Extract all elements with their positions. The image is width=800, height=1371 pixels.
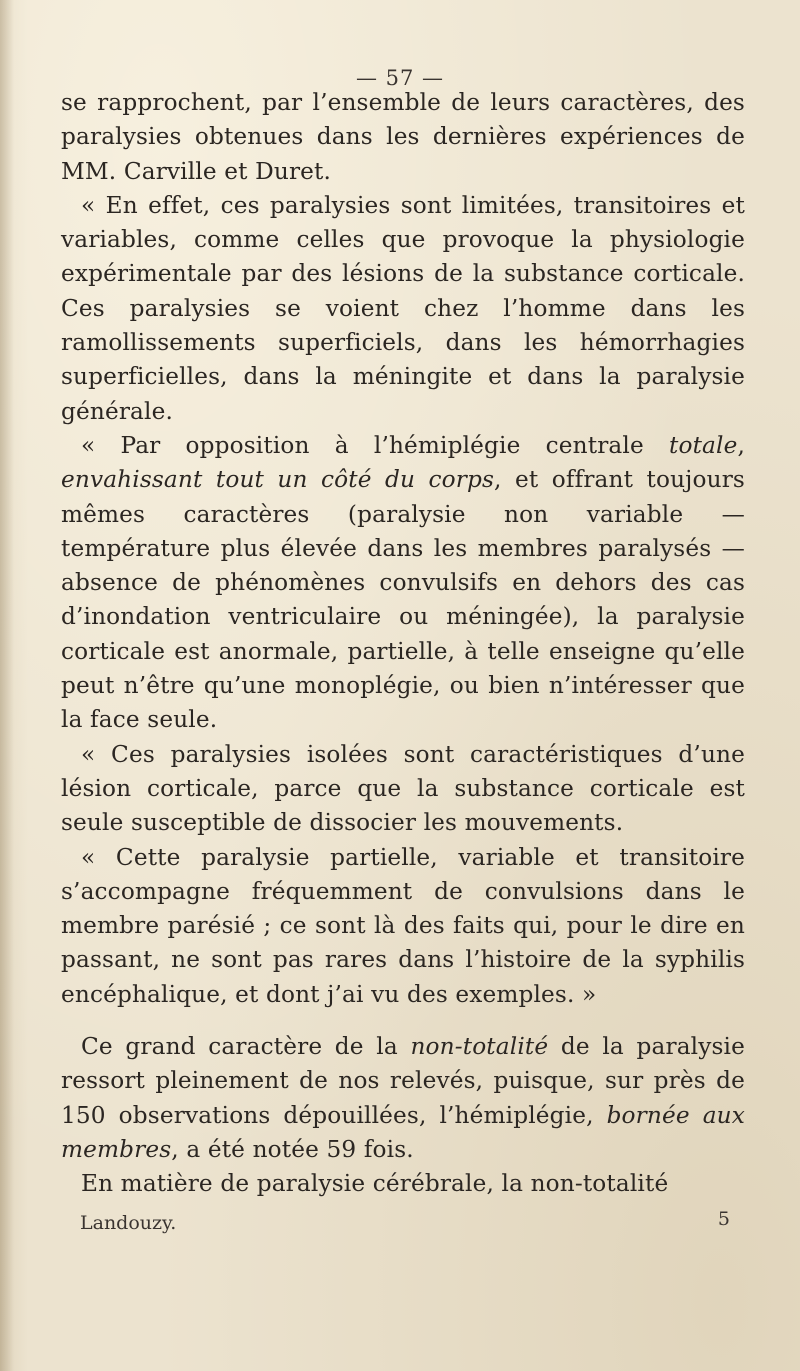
italic-text: non-totalité: [410, 1033, 549, 1061]
text-run: « Ces paralysies isolées sont caractéristiques d’une lésion corticale, parce que la substance corticale est seule susceptible de dissocier les mouvements.: [61, 740, 745, 837]
italic-text: envahissant tout un côté du corps: [61, 466, 495, 494]
paragraph: [61, 1030, 745, 1167]
text-run: « Par opposition à l’hémiplégie centrale: [81, 431, 669, 459]
paragraph: [61, 738, 745, 841]
italic-text: totale: [669, 431, 738, 459]
body-text: [61, 86, 745, 1202]
footer-author: Landouzy.: [80, 1212, 177, 1234]
text-run: Ce grand caractère de la: [81, 1033, 411, 1061]
paragraph: [61, 429, 745, 738]
paragraph: [61, 1167, 745, 1201]
text-run: , a été notée 59 fois.: [171, 1135, 414, 1163]
text-run: se rapprochent, par l’ensemble de leurs caractères, des paralysies obtenues dans les dernières expériences de MM. Carville et Duret.: [61, 89, 745, 185]
text-run: , et offrant toujours mêmes caractères (paralysie non variable — température plus élevée dans les membres paralysés — absence de phénomènes convulsifs en dehors des cas d’inondation ventriculaire ou méningée), la paralysie corticale est anormale, partielle, à telle enseigne qu’elle peut n’être qu’une monoplégie, ou bien n’intéresser que la face seule.: [61, 466, 745, 734]
italic-text: bornée aux membres: [61, 1101, 745, 1163]
text-run: En matière de paralysie cérébrale, la non-totalité: [81, 1170, 669, 1198]
page-number: — 57 —: [355, 66, 445, 90]
text-run: « Cette paralysie partielle, variable et transitoire s’accompagne fréquemment de convulsions dans le membre parésié ; ce sont là des faits qui, pour le dire en passant, ne sont pas rares dans l’histoire de la syphilis encéphalique, et dont j’ai vu des exemples. »: [61, 843, 745, 1008]
paragraph: [61, 86, 745, 189]
paragraph: [61, 189, 745, 429]
text-run: « En effet, ces paralysies sont limitées, transitoires et variables, comme celles que provoque la physiologie expérimentale par des lésions de la substance corticale. Ces paralysies se voient chez l’homme dans les ramollissements superficiels, dans les hémorrhagies superficielles, dans la méningite et dans la paralysie générale.: [61, 191, 745, 425]
text-run: ,: [737, 431, 745, 459]
text-run: de la paralysie ressort pleinement de nos relevés, puisque, sur près de 150 observations dépouillées, l’hémiplégie,: [61, 1033, 745, 1129]
signature-mark: 5: [717, 1208, 730, 1230]
page-edge-shadow: [0, 0, 14, 1371]
paragraph: [61, 841, 745, 1012]
